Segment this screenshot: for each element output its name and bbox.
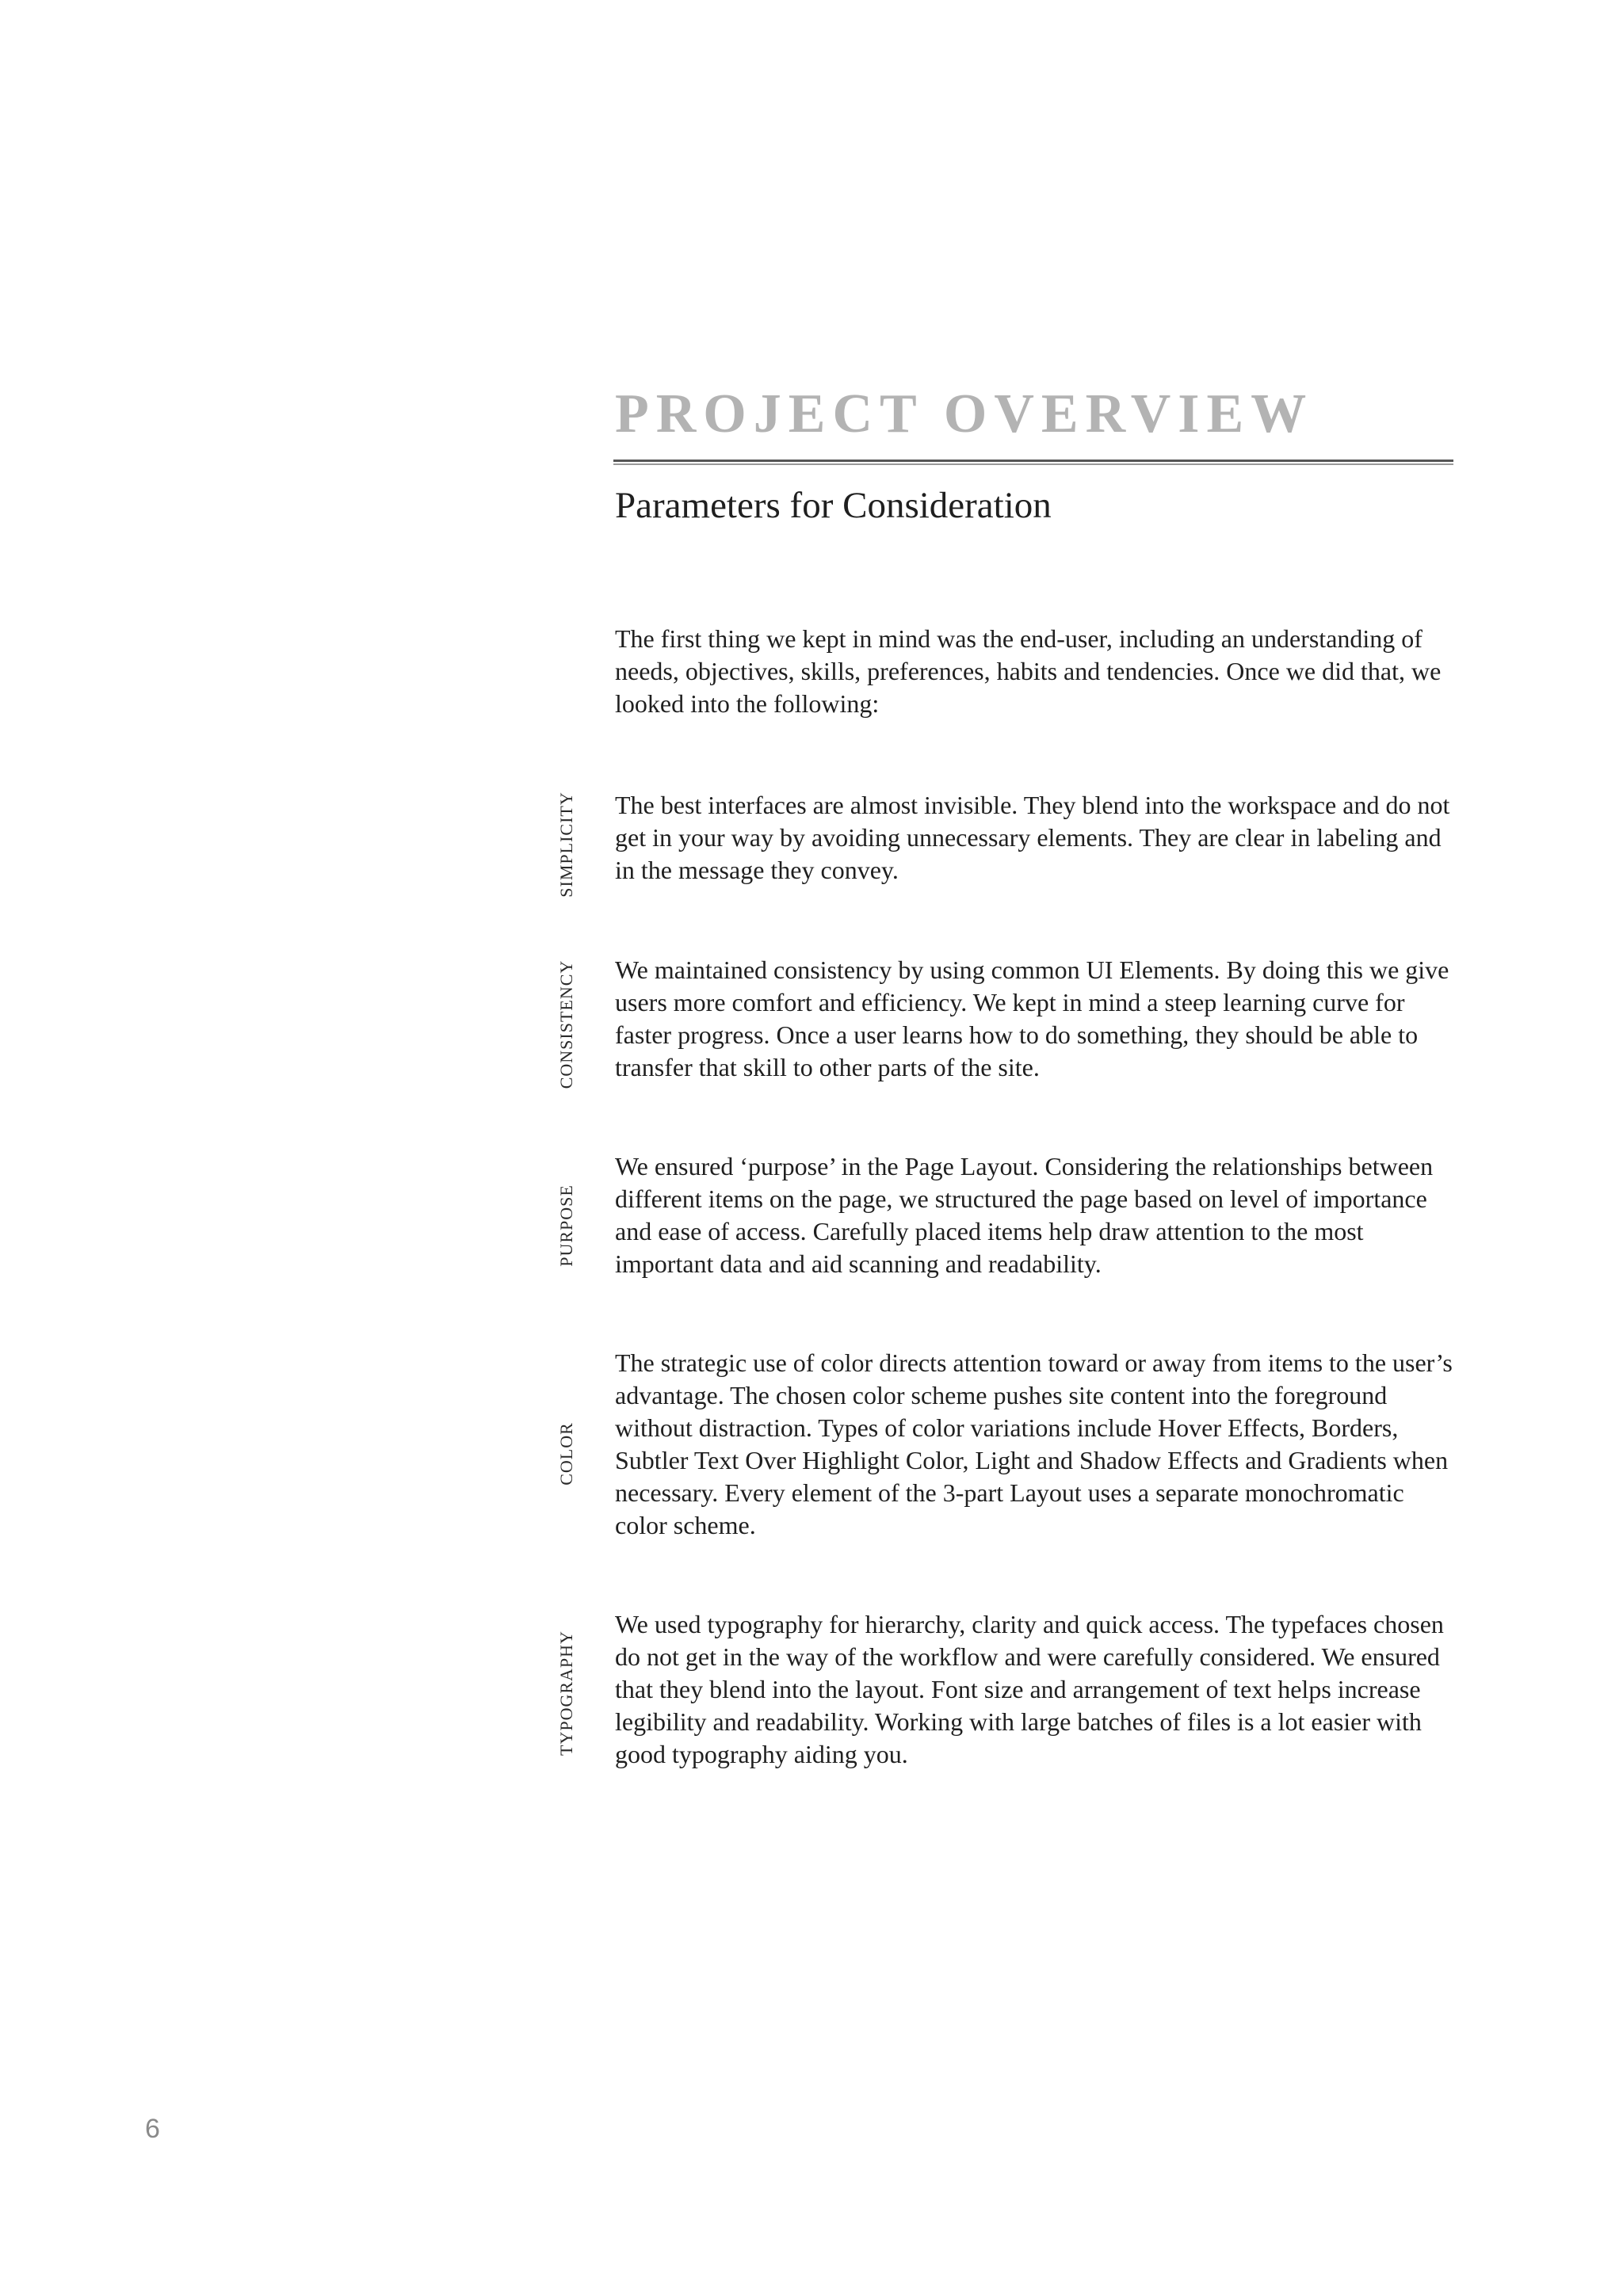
section-simplicity [555, 789, 1458, 900]
section-label-consistency [555, 959, 579, 1089]
section-label-simplicity [555, 791, 579, 898]
section-text-purpose: We ensured ‘purpose’ in the Page Layout. Considering the relationships between different items on the page, we structured the page based on level of importance and ease of access. Carefully placed items help draw attention to the most important data and aid scanning and readability. [615, 1152, 1434, 1278]
page-title: PROJECT OVERVIEW [615, 383, 1314, 444]
title-divider [613, 460, 1453, 465]
section-color [555, 1347, 1458, 1545]
intro-paragraph: The first thing we kept in mind was the end-user, including an understanding of needs, objectives, skills, preferences, habits and tendencies. Once we did that, we looked into the following: [615, 624, 1442, 718]
section-text-typography: We used typography for hierarchy, clarity and quick access. The typefaces chosen do not get in the way of the workflow and were carefully considered. We ensured that they blend into the layout. Font size and arrangement of text helps increase legibility and readability. Working with large batches of files is a lot easier with good typography aiding you. [615, 1610, 1444, 1768]
section-text-color: The strategic use of color directs attention toward or away from items to the user’s advantage. The chosen color scheme pushes site content into the foreground without distraction. Types of color variations include Hover Effects, Borders, Subtler Text Over Highlight Color, Light and Shadow Effects and Gradients when necessary. Every element of the 3-part Layout uses a separate monochromatic color scheme. [615, 1348, 1453, 1539]
section-text-consistency: We maintained consistency by using common UI Elements. By doing this we give users more comfort and efficiency. We kept in mind a steep learning curve for faster progress. Once a user learns how to do something, they should be able to transfer that skill to other parts of the site. [615, 955, 1449, 1081]
section-consistency [555, 954, 1458, 1097]
section-text-simplicity: The best interfaces are almost invisible. They blend into the workspace and do not get in your way by avoiding unnecessary elements. They are clear in labeling and in the message they convey. [615, 791, 1450, 884]
section-label-color [555, 1422, 579, 1486]
section-label-text: CONSISTENCY [556, 959, 576, 1089]
section-label-typography [555, 1630, 579, 1756]
page-subtitle: Parameters for Consideration [615, 485, 1052, 526]
section-label-text: SIMPLICITY [556, 791, 576, 898]
section-label-purpose [555, 1184, 579, 1267]
page-number: 6 [145, 2114, 160, 2144]
section-label-text: PURPOSE [556, 1184, 576, 1267]
section-purpose [555, 1150, 1458, 1293]
section-label-text: COLOR [556, 1422, 576, 1486]
section-typography [555, 1608, 1458, 1783]
section-label-text: TYPOGRAPHY [556, 1630, 576, 1756]
